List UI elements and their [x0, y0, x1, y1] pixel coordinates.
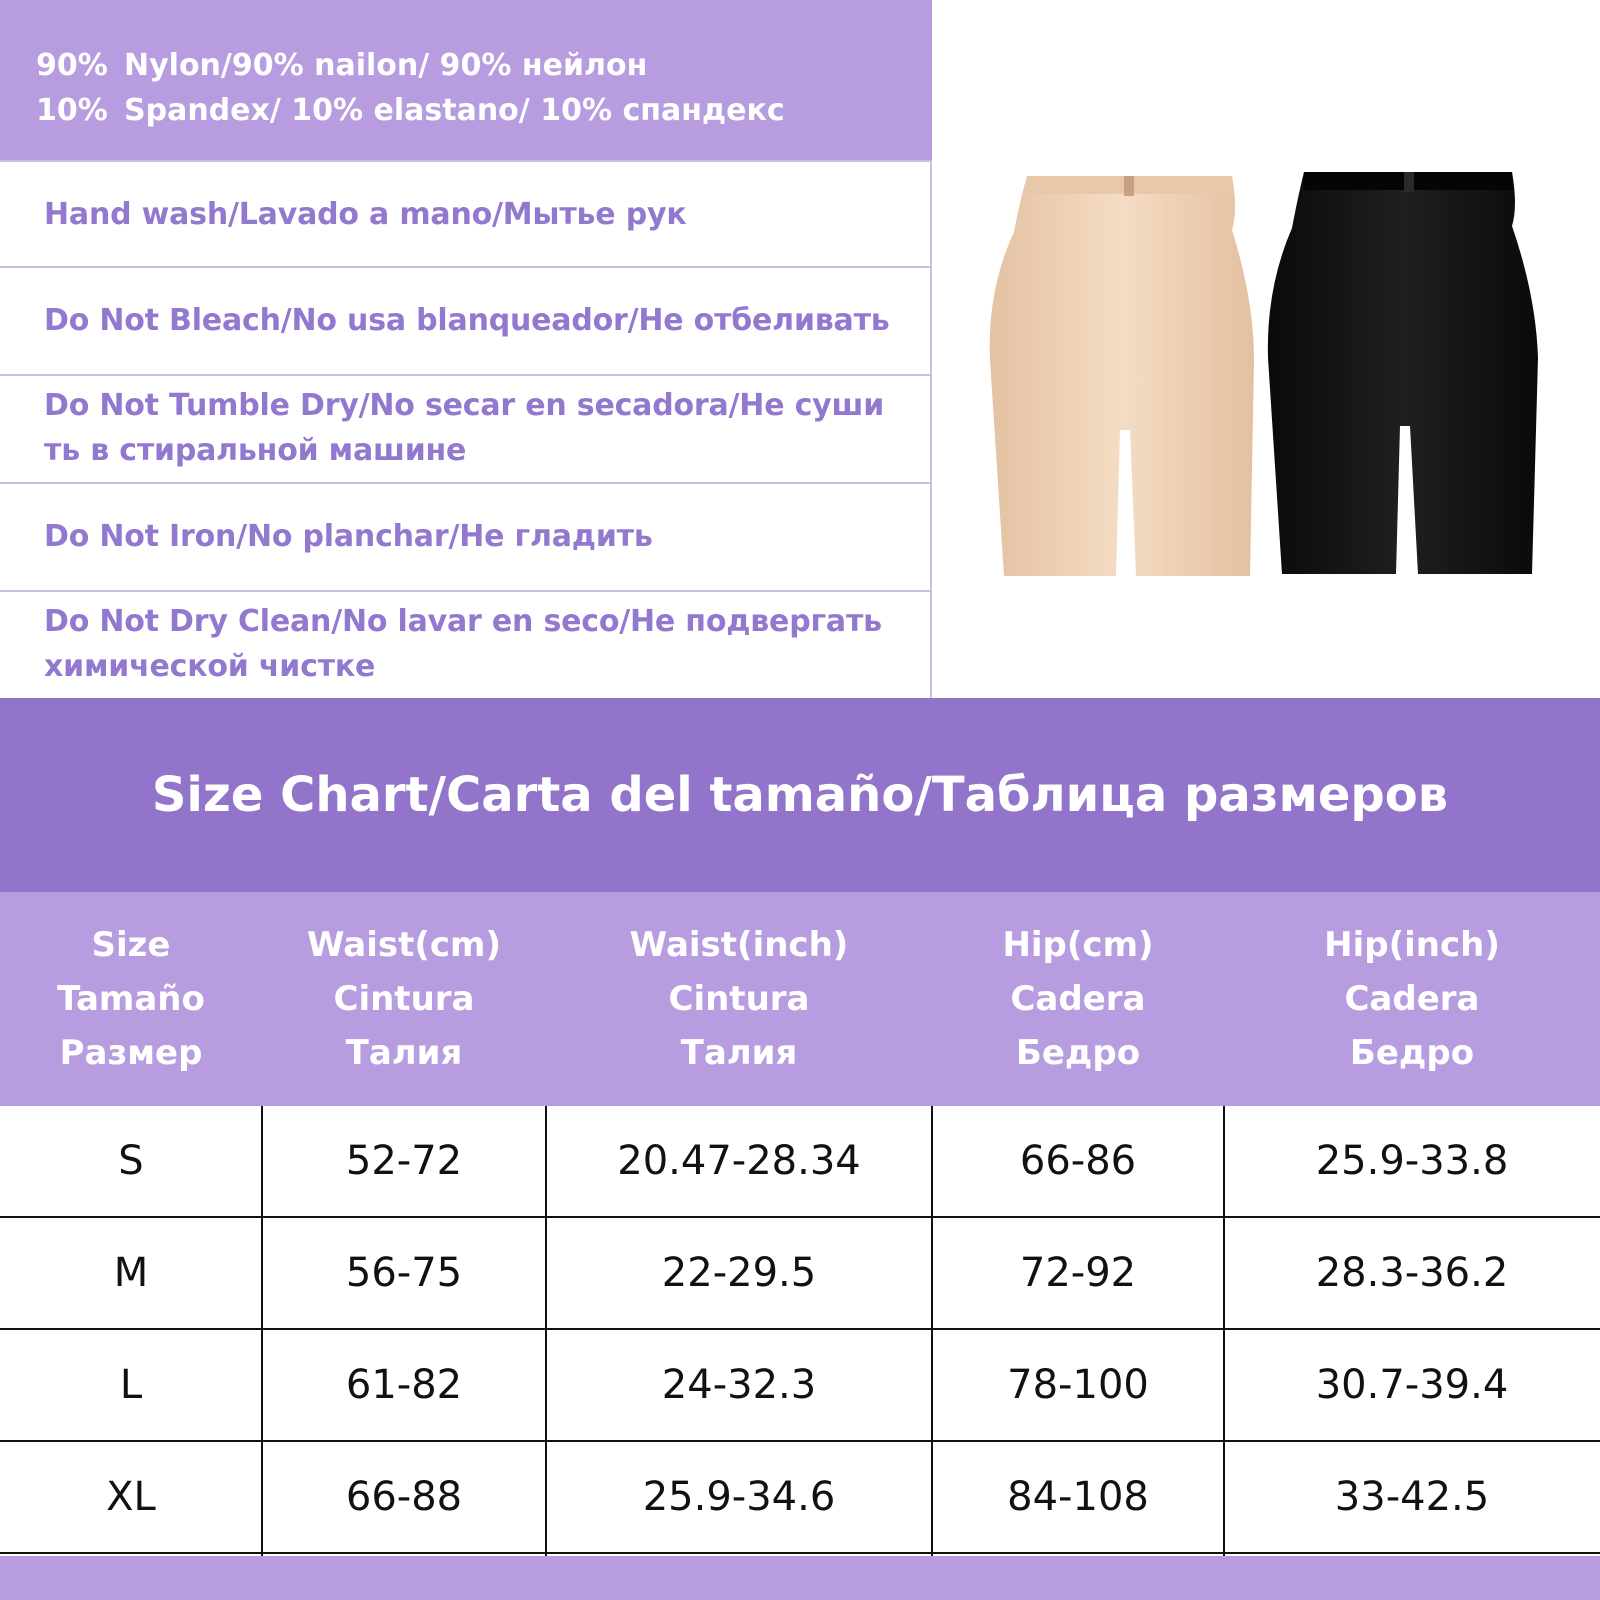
material-line-spandex	[36, 93, 785, 128]
size-table-body	[0, 1106, 1600, 1556]
cell-waist-inch: 25.9-34.6	[642, 1474, 836, 1520]
table-row	[0, 1330, 1600, 1442]
nylon-percent: 90%	[36, 48, 108, 83]
material-line-nylon	[36, 48, 647, 83]
header-size	[0, 892, 262, 1106]
header-waist-cm-es: Cintura	[333, 979, 475, 1019]
header-size-ru: Размер	[59, 1033, 203, 1073]
cell-hip-cm: 72-92	[1019, 1250, 1137, 1296]
header-size-es: Tamaño	[57, 979, 205, 1019]
header-waist-cm-ru: Талия	[345, 1033, 463, 1073]
shorts-illustration	[932, 0, 1600, 698]
care-row-no-tumble-dry	[0, 374, 930, 480]
cell-waist-inch: 24-32.3	[661, 1362, 817, 1408]
care-no-iron-text: Do Not Iron/No planchar/Не гладить	[44, 518, 653, 554]
cell-hip-inch: 30.7-39.4	[1315, 1362, 1509, 1408]
header-hip-inch-ru: Бедро	[1349, 1033, 1475, 1073]
column-divider	[261, 1106, 263, 1556]
header-hip-inch-es: Cadera	[1344, 979, 1480, 1019]
header-hip-inch	[1224, 892, 1600, 1106]
care-row-no-bleach	[0, 266, 930, 372]
size-table-header	[0, 892, 1600, 1106]
cell-hip-cm: 66-86	[1019, 1138, 1137, 1184]
header-waist-inch-en: Waist(inch)	[629, 925, 849, 965]
cell-waist-inch: 20.47-28.34	[617, 1138, 861, 1184]
header-hip-cm-es: Cadera	[1010, 979, 1146, 1019]
column-divider	[545, 1106, 547, 1556]
material-composition	[0, 0, 932, 160]
cell-waist-cm: 52-72	[345, 1138, 463, 1184]
size-chart-title-band	[0, 698, 1600, 892]
nude-shorts-image	[990, 176, 1254, 576]
care-no-dry-clean-text: Do Not Dry Clean/No lavar en seco/Не подвергать химической чистке	[44, 604, 882, 684]
footer-band	[0, 1556, 1600, 1600]
care-row-hand-wash	[0, 160, 930, 266]
header-waist-inch-es: Cintura	[668, 979, 810, 1019]
column-divider	[931, 1106, 933, 1556]
nylon-text: Nylon/90% nailon/ 90% нейлон	[124, 48, 648, 83]
header-waist-inch-ru: Талия	[680, 1033, 798, 1073]
header-hip-cm-en: Hip(cm)	[1002, 925, 1154, 965]
cell-hip-inch: 25.9-33.8	[1315, 1138, 1509, 1184]
cell-waist-cm: 56-75	[345, 1250, 463, 1296]
cell-size: M	[113, 1250, 149, 1296]
care-panel	[0, 0, 932, 698]
table-row	[0, 1218, 1600, 1330]
spandex-text: Spandex/ 10% elastano/ 10% спандекс	[124, 93, 785, 128]
cell-hip-cm: 84-108	[1007, 1474, 1149, 1520]
header-waist-inch	[546, 892, 932, 1106]
table-row	[0, 1442, 1600, 1554]
cell-waist-cm: 61-82	[345, 1362, 463, 1408]
spandex-percent: 10%	[36, 93, 108, 128]
care-row-no-iron	[0, 482, 930, 588]
cell-size: XL	[106, 1474, 156, 1520]
cell-waist-inch: 22-29.5	[661, 1250, 817, 1296]
care-row-no-dry-clean	[0, 590, 930, 696]
cell-hip-inch: 33-42.5	[1334, 1474, 1490, 1520]
column-divider	[1223, 1106, 1225, 1556]
cell-hip-cm: 78-100	[1007, 1362, 1149, 1408]
black-shorts-image	[1268, 172, 1538, 574]
header-hip-cm	[932, 892, 1224, 1106]
header-waist-cm-en: Waist(cm)	[306, 925, 502, 965]
cell-hip-inch: 28.3-36.2	[1315, 1250, 1509, 1296]
table-row	[0, 1106, 1600, 1218]
cell-size: S	[118, 1138, 144, 1184]
care-no-tumble-dry-text: Do Not Tumble Dry/No secar en secadora/Не суши ть в стиральной машине	[44, 388, 885, 468]
cell-size: L	[119, 1362, 143, 1408]
care-no-bleach-text: Do Not Bleach/No usa blanqueador/Не отбеливать	[44, 302, 890, 338]
header-size-en: Size	[91, 925, 171, 965]
cell-waist-cm: 66-88	[345, 1474, 463, 1520]
header-hip-cm-ru: Бедро	[1015, 1033, 1141, 1073]
care-hand-wash-text: Hand wash/Lavado a mano/Мытье рук	[44, 196, 687, 232]
size-chart-title: Size Chart/Carta del tamaño/Таблица размеров	[151, 767, 1449, 823]
header-waist-cm	[262, 892, 546, 1106]
header-hip-inch-en: Hip(inch)	[1324, 925, 1500, 965]
product-images	[932, 0, 1600, 698]
